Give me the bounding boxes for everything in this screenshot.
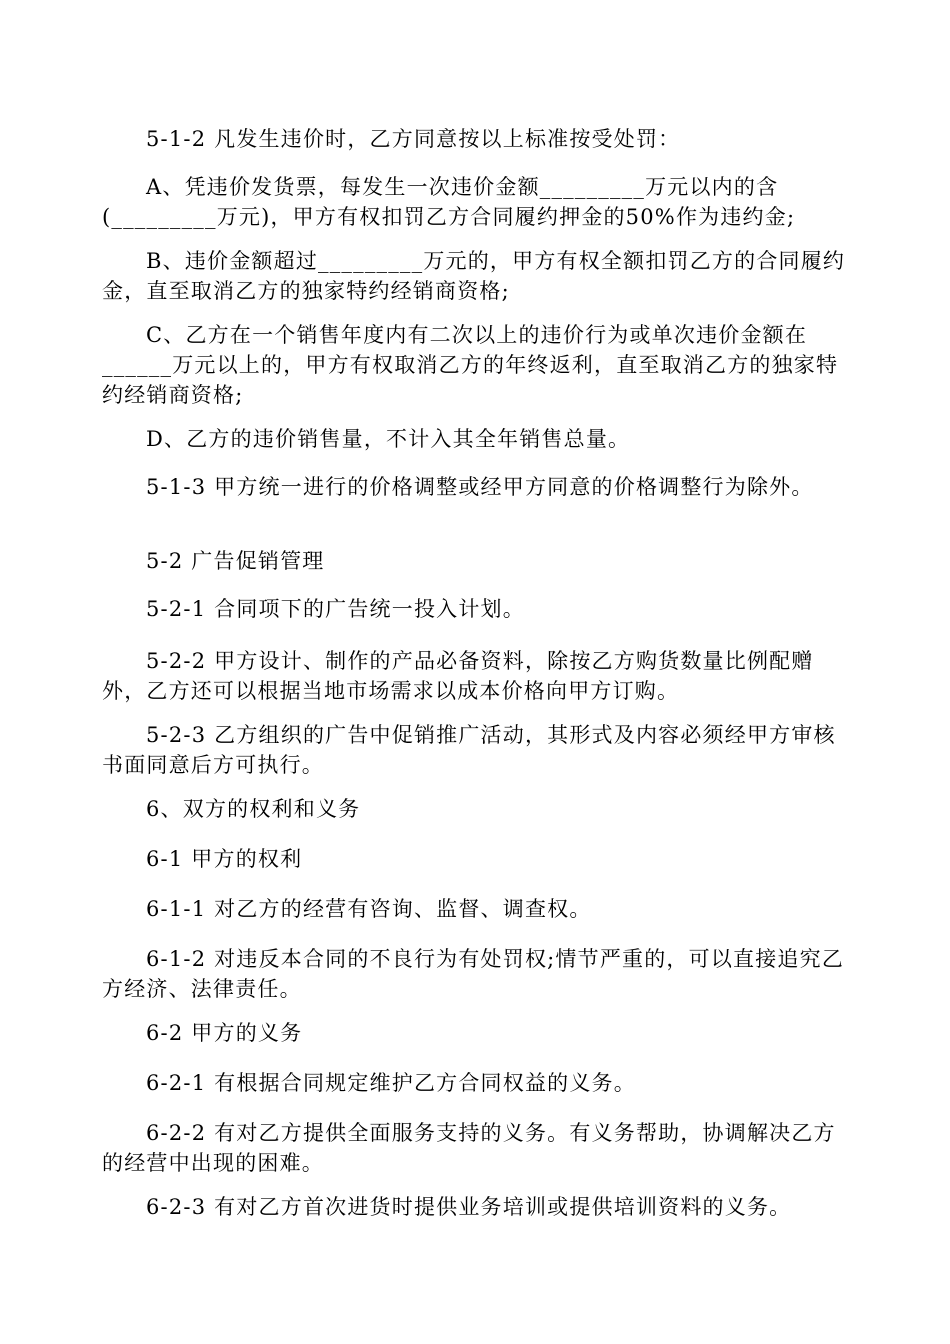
clause-6-2-2: 6-2-2 有对乙方提供全面服务支持的义务。有义务帮助，协调解决乙方的经营中出现的困难。 [102,1121,836,1175]
clause-item-c: C、乙方在一个销售年度内有二次以上的违价行为或单次违价金额在______万元以上的，甲方有权取消乙方的年终返利，直至取消乙方的独家特约经销商资格; [102,323,839,407]
clause-5-1-3: 5-1-3 甲方统一进行的价格调整或经甲方同意的价格调整行为除外。 [146,475,814,499]
clause-item-a: A、凭违价发货票，每发生一次违价金额_________万元以内的含(_________万元)，甲方有权扣罚乙方合同履约押金的50%作为违约金; [102,175,796,229]
section-5-2-heading: 5-2 广告促销管理 [146,549,325,573]
clause-5-2-3: 5-2-3 乙方组织的广告中促销推广活动，其形式及内容必须经甲方审核书面同意后方可执行。 [102,723,836,777]
section-6-heading: 6、双方的权利和义务 [146,797,361,821]
clause-6-1-2: 6-1-2 对违反本合同的不良行为有处罚权;情节严重的，可以直接追究乙方经济、法律责任。 [102,947,845,1001]
clause-6-2-3: 6-2-3 有对乙方首次进货时提供业务培训或提供培训资料的义务。 [146,1195,792,1219]
clause-5-1-2: 5-1-2 凡发生违价时，乙方同意按以上标准按受处罚： [146,127,681,151]
clause-item-d: D、乙方的违价销售量，不计入其全年销售总量。 [146,427,631,451]
clause-item-b: B、违价金额超过_________万元的，甲方有权全额扣罚乙方的合同履约金，直至取消乙方的独家特约经销商资格; [102,249,846,303]
clause-6-2-1: 6-2-1 有根据合同规定维护乙方合同权益的义务。 [146,1071,636,1095]
section-6-2-heading: 6-2 甲方的义务 [146,1021,303,1045]
clause-6-1-1: 6-1-1 对乙方的经营有咨询、监督、调查权。 [146,897,592,921]
clause-5-2-2: 5-2-2 甲方设计、制作的产品必备资料，除按乙方购货数量比例配赠外，乙方还可以根据当地市场需求以成本价格向甲方订购。 [102,649,814,703]
section-6-1-heading: 6-1 甲方的权利 [146,847,303,871]
clause-5-2-1: 5-2-1 合同项下的广告统一投入计划。 [146,597,525,621]
